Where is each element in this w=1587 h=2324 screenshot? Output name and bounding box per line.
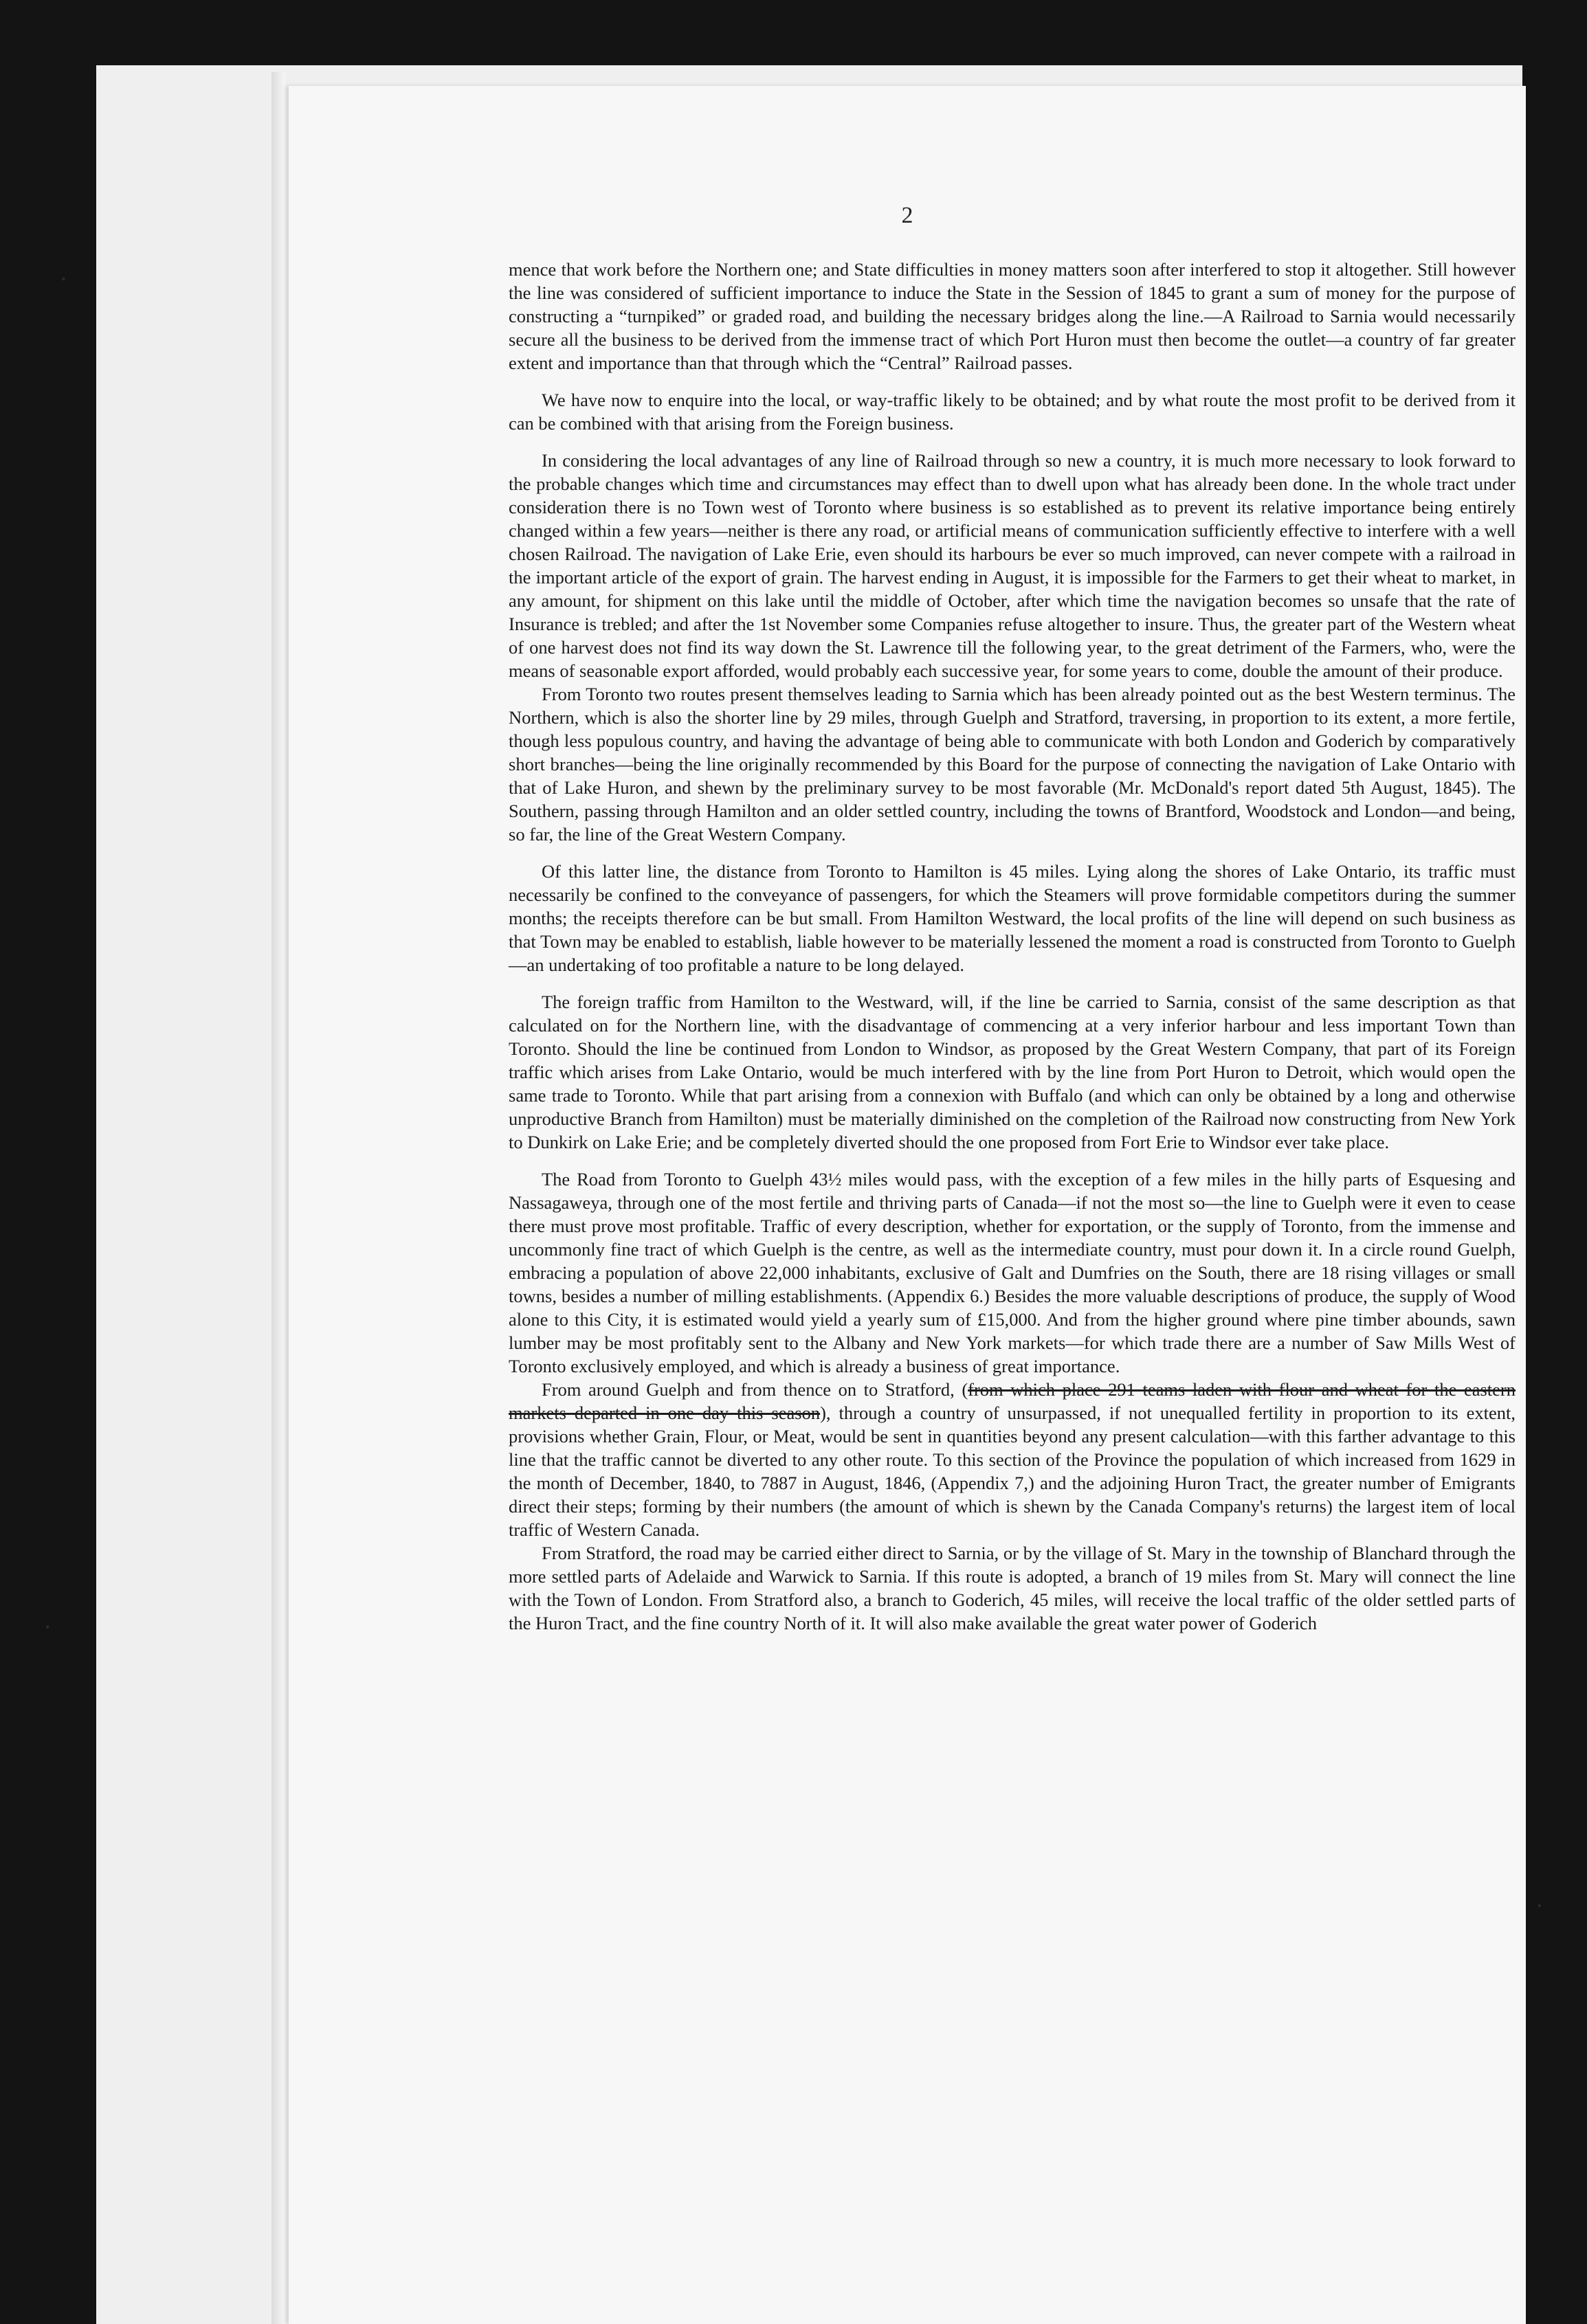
body-text <box>509 258 1516 1635</box>
page-number: 2 <box>901 203 913 228</box>
paragraph: The foreign traffic from Hamilton to the Westward, will, if the line be carried to Sarnia, consist of the same description as that calculated on for the Northern line, with the disadvantage of commencing at a very inferior harbour and less important Town than Toronto. Should the line be continued from London to Windsor, as proposed by the Great Western Company, that part of its Foreign traffic which arises from Lake Ontario, would be much interfered with by the line from Port Huron to Detroit, which would open the same trade to Toronto. While that part arising from a connexion with Buffalo (and which can only be obtained by a long and otherwise unproductive Branch from Hamilton) must be materially diminished on the completion of the Railroad now constructing from New York to Dunkirk on Lake Erie; and be completely diverted should the one proposed from Fort Erie to Windsor ever take place. <box>509 992 1516 1152</box>
document-page <box>289 86 1526 2324</box>
paragraph: The Road from Toronto to Guelph 43½ miles would pass, with the exception of a few miles in the hilly parts of Esquesing and Nassagaweya, through one of the most fertile and thriving parts of Canada—if not the most so—the line to Guelph were it even to cease there must prove most profitable. Traffic of every description, whether for exportation, or the supply of Toronto, from the immense and uncommonly fine tract of which Guelph is the centre, as well as the intermediate country, must pour down it. In a circle round Guelph, embracing a population of above 22,000 inhabitants, exclusive of Galt and Dumfries on the South, there are 18 rising villages or small towns, besides a number of milling establishments. (Appendix 6.) Besides the more valuable descriptions of produce, the supply of Wood alone to this City, it is estimated would yield a yearly sum of £15,000. And from the higher ground where pine timber abounds, sawn lumber may be most profitably sent to the Albany and New York markets—for which trade there are a number of Saw Mills West of Toronto exclusively employed, and which is already a business of great importance. <box>509 1169 1516 1376</box>
paragraph: We have now to enquire into the local, or way-traffic likely to be obtained; and by what route the most profit to be derived from it can be combined with that arising from the Foreign business. <box>509 390 1516 434</box>
page-edge <box>271 72 285 2324</box>
paragraph-with-deletion <box>509 1378 1516 1541</box>
paragraph: From Stratford, the road may be carried either direct to Sarnia, or by the village of St. Mary in the township of Blanchard through the more settled parts of Adelaide and Warwick to Sarnia. If this route is adopted, a branch of 19 miles from St. Mary will connect the line with the Town of London. From Stratford also, a branch to Goderich, 45 miles, will receive the local traffic of the older settled parts of the Huron Tract, and the fine country North of it. It will also make available the great water power of Goderich <box>509 1543 1516 1633</box>
paragraph-text: From around Guelph and from thence on to Stratford, ( <box>542 1379 968 1400</box>
paragraph: In considering the local advantages of any line of Railroad through so new a country, it is much more necessary to look forward to the probable changes which time and circumstances may effect than to dwell upon what has already been done. In the whole tract under consideration there is no Town west of Toronto where business is so established as to prevent its relative importance being entirely changed within a few years—neither is there any road, or artificial means of communication sufficiently effective to interfere with a well chosen Railroad. The navigation of Lake Erie, even should its harbours be ever so much improved, can never compete with a railroad in the important article of the export of grain. The harvest ending in August, it is impossible for the Farmers to get their wheat to market, in any amount, for shipment on this lake until the middle of October, after which time the navigation becomes so unsafe that the rate of Insurance is trebled; and after the 1st November some Companies refuse altogether to insure. Thus, the greater part of the Western wheat of one harvest does not find its way down the St. Lawrence till the following year, to the great detriment of the Farmers, who, were the means of seasonable export afforded, would probably each successive year, for some years to come, double the amount of their produce. <box>509 450 1516 681</box>
paragraph: From Toronto two routes present themselves leading to Sarnia which has been already pointed out as the best Western terminus. The Northern, which is also the shorter line by 29 miles, through Guelph and Stratford, traversing, in proportion to its extent, a more fertile, though less populous country, and having the advantage of being able to communicate with both London and Goderich by comparatively short branches—being the line originally recommended by this Board for the purpose of connecting the navigation of Lake Ontario with that of Lake Huron, and shewn by the preliminary survey to be most favorable (Mr. McDonald's report dated 5th August, 1845). The Southern, passing through Hamilton and an older settled country, including the towns of Brantford, Woodstock and London—and being, so far, the line of the Great Western Company. <box>509 684 1516 845</box>
struck-through-text: from which place 291 teams laden with flour and wheat for the eastern markets departed in one day this season <box>509 1379 1516 1423</box>
paragraph-continuation: mence that work before the Northern one; and State difficulties in money matters soon after interfered to stop it altogether. Still however the line was considered of sufficient importance to induce the State in the Session of 1845 to grant a sum of money for the purpose of constructing a “turnpiked” or graded road, and building the necessary bridges along the line.—A Railroad to Sarnia would necessarily secure all the business to be derived from the immense tract of which Port Huron must then become the outlet—a country of far greater extent and importance than that through which the “Central” Railroad passes. <box>509 259 1516 373</box>
paragraph: Of this latter line, the distance from Toronto to Hamilton is 45 miles. Lying along the shores of Lake Ontario, its traffic must necessarily be confined to the conveyance of passengers, for which the Steamers will prove formidable competitors during the summer months; the receipts therefore can be but small. From Hamilton Westward, the local profits of the line will depend on such business as that Town may be enabled to establish, liable however to be materially lessened the moment a road is constructed from Toronto to Guelph—an undertaking of too profitable a nature to be long delayed. <box>509 861 1516 975</box>
paragraph-text: ), through a country of unsurpassed, if not unequalled fertility in proportion to its extent, provisions whether Grain, Flour, or Meat, would be sent in quantities beyond any present calculation—with this farther advantage to this line that the traffic cannot be diverted to any other route. To this section of the Province the population of which increased from 1629 in the month of December, 1840, to 7887 in August, 1846, (Appendix 7,) and the adjoining Huron Tract, the greater number of Emigrants direct their steps; forming by their numbers (the amount of which is shewn by the Canada Company's returns) the largest item of local traffic of Western Canada. <box>509 1403 1516 1540</box>
